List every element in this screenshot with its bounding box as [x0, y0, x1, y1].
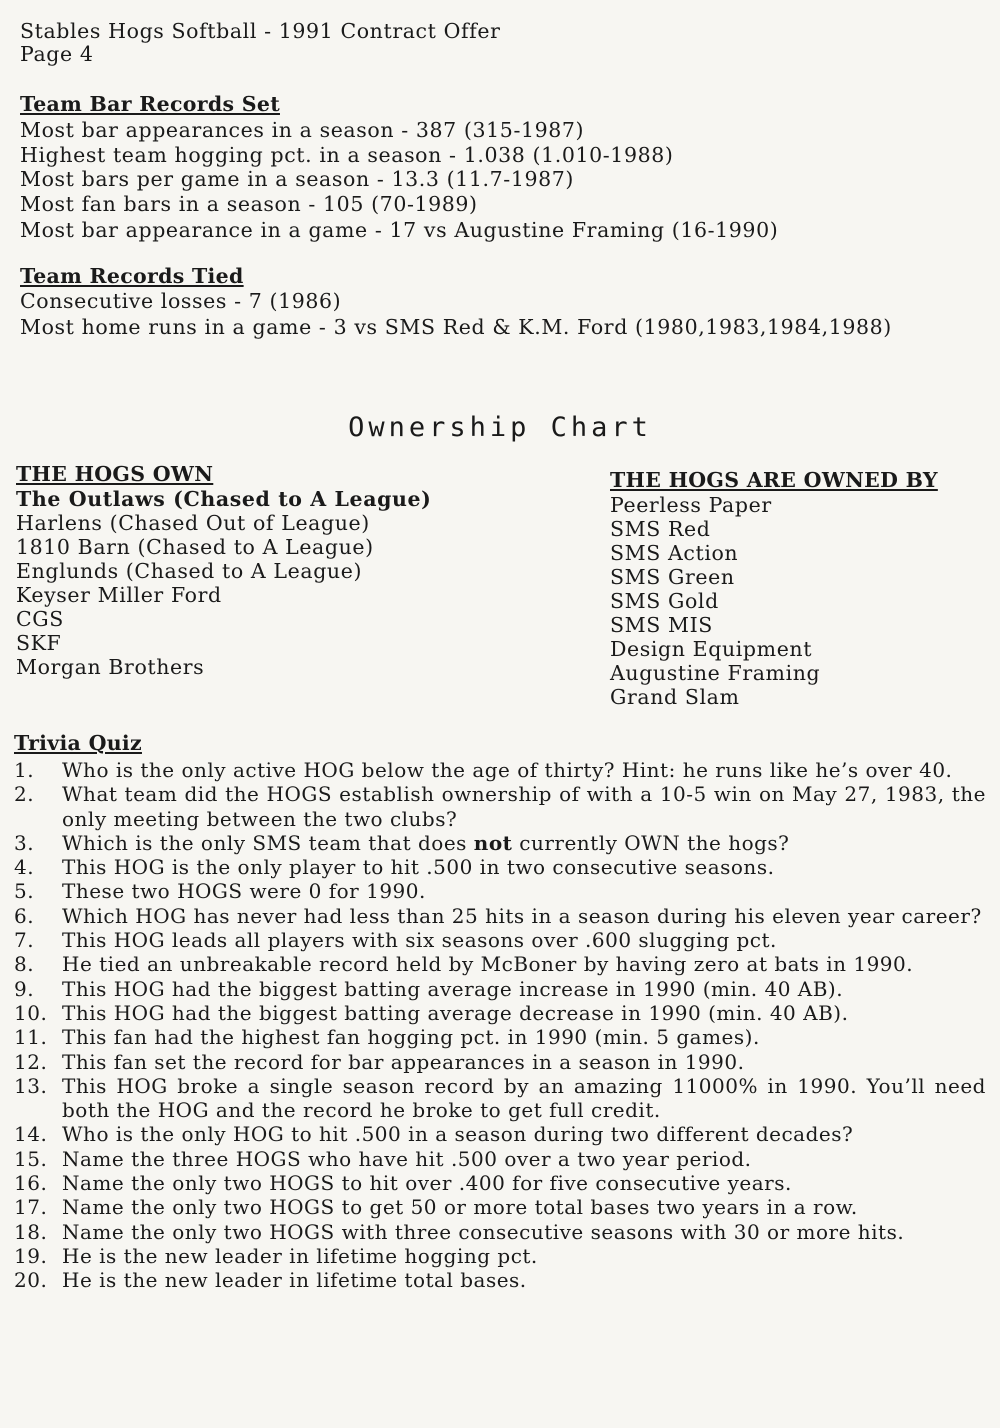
trivia-question: 2. What team did the HOGS establish ownership of with a 10-5 win on May 27, 1983, the only meeting between the two clubs? [14, 782, 986, 831]
trivia-question: 11. This fan had the highest fan hogging pct. in 1990 (min. 5 games). [14, 1025, 760, 1050]
hogs-own-item: SKF [16, 631, 62, 655]
hogs-own-item: 1810 Barn (Chased to A League) [16, 535, 374, 559]
bar-record-item: Most bars per game in a season - 13.3 (11.7-1987) [20, 167, 575, 191]
hogs-own-item: Keyser Miller Ford [16, 583, 222, 607]
trivia-question: 6. Which HOG has never had less than 25 hits in a season during his eleven year career? [14, 903, 982, 928]
trivia-question: 18. Name the only two HOGS with three consecutive seasons with 30 or more hits. [14, 1219, 905, 1244]
trivia-question: 13. This HOG broke a single season record by an amazing 11000% in 1990. You’ll need both the HOG and the record he broke to get full credit. [14, 1073, 986, 1123]
bar-record-item: Highest team hogging pct. in a season - 1.038 (1.010-1988) [20, 143, 674, 167]
owned-by-item: Grand Slam [610, 685, 740, 709]
hogs-own-item: Englunds (Chased to A League) [16, 559, 363, 583]
trivia-question: 16. Name the only two HOGS to hit over .400 for five consecutive years. [14, 1171, 792, 1196]
team-bar-records-heading: Team Bar Records Set [20, 92, 280, 116]
tied-record-item: Most home runs in a game - 3 vs SMS Red & K.M. Ford (1980,1983,1984,1988) [20, 315, 892, 339]
trivia-question: 4. This HOG is the only player to hit .500 in two consecutive seasons. [14, 855, 775, 880]
bar-record-item: Most bar appearance in a game - 17 vs Augustine Framing (16-1990) [20, 218, 779, 242]
trivia-question: 10. This HOG had the biggest batting average decrease in 1990 (min. 40 AB). [14, 1000, 849, 1025]
owned-by-item: Design Equipment [610, 637, 813, 661]
trivia-question: 8. He tied an unbreakable record held by McBoner by having zero at bats in 1990. [14, 952, 914, 977]
hogs-own-column [16, 462, 431, 679]
owned-by-item: SMS Gold [610, 589, 719, 613]
bar-record-item: Most fan bars in a season - 105 (70-1989) [20, 192, 478, 216]
owned-by-item: SMS Action [610, 541, 739, 565]
hogs-own-item: CGS [16, 607, 64, 631]
trivia-heading: Trivia Quiz [14, 731, 142, 755]
trivia-question: 20. He is the new leader in lifetime total bases. [14, 1268, 527, 1293]
trivia-question: 19. He is the new leader in lifetime hogging pct. [14, 1243, 538, 1268]
emphasis-not: not [473, 830, 513, 855]
trivia-question: 3. Which is the only SMS team that does not currently OWN the hogs? [14, 830, 790, 855]
trivia-question: 7. This HOG leads all players with six seasons over .600 slugging pct. [14, 928, 777, 953]
owned-by-item: Peerless Paper [610, 493, 772, 517]
page-number: Page 4 [20, 42, 94, 66]
ownership-chart-title: Ownership Chart [348, 412, 652, 443]
trivia-question: 12. This fan set the record for bar appearances in a season in 1990. [14, 1049, 745, 1074]
hogs-own-item: Harlens (Chased Out of League) [16, 511, 370, 535]
hogs-own-item: The Outlaws (Chased to A League) [16, 487, 432, 511]
bar-record-item: Most bar appearances in a season - 387 (315-1987) [20, 118, 585, 142]
trivia-question: 9. This HOG had the biggest batting average increase in 1990 (min. 40 AB). [14, 976, 844, 1001]
owned-by-item: SMS Red [610, 517, 711, 541]
trivia-question: 5. These two HOGS were 0 for 1990. [14, 879, 426, 904]
owned-by-heading: THE HOGS ARE OWNED BY [610, 468, 938, 492]
trivia-question: 14. Who is the only HOG to hit .500 in a season during two different decades? [14, 1122, 854, 1147]
trivia-list [14, 758, 986, 1293]
hogs-own-item: Morgan Brothers [16, 655, 205, 679]
owned-by-item: SMS Green [610, 565, 735, 589]
tied-record-item: Consecutive losses - 7 (1986) [20, 289, 342, 313]
team-records-tied-heading: Team Records Tied [20, 264, 244, 288]
trivia-question: 17. Name the only two HOGS to get 50 or more total bases two years in a row. [14, 1195, 858, 1220]
owned-by-item: SMS MIS [610, 613, 713, 637]
owned-by-column [610, 468, 938, 709]
owned-by-item: Augustine Framing [610, 661, 821, 685]
hogs-own-heading: THE HOGS OWN [16, 462, 214, 486]
trivia-question: 15. Name the three HOGS who have hit .500 over a two year period. [14, 1146, 752, 1171]
trivia-question: 1. Who is the only active HOG below the age of thirty? Hint: he runs like he’s over 40. [14, 758, 953, 782]
document-title: Stables Hogs Softball - 1991 Contract Offer [20, 19, 501, 43]
